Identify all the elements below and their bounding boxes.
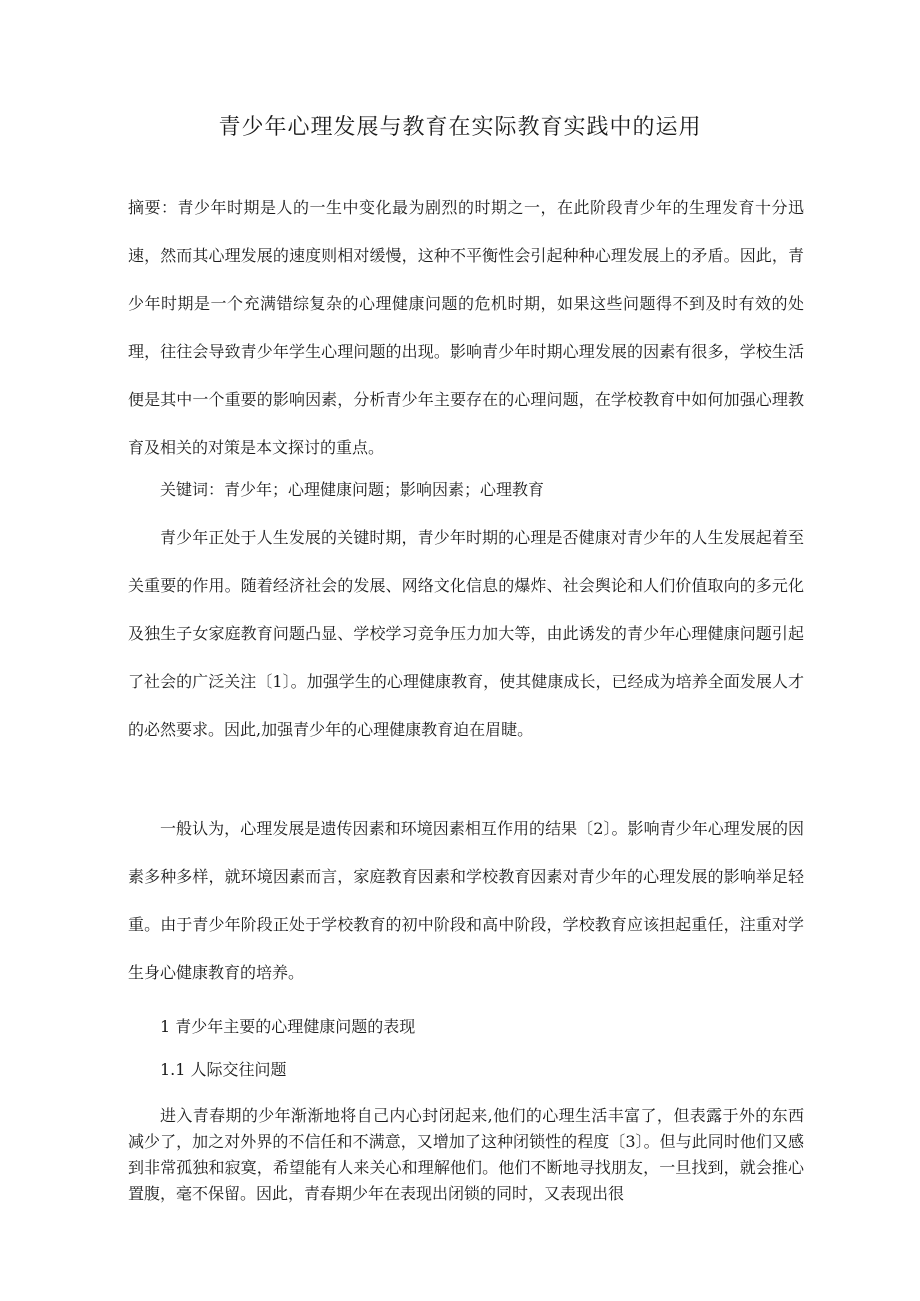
keywords-line: 关键词：青少年；心理健康问题；影响因素；心理教育 bbox=[160, 480, 545, 499]
body-paragraph: 进入青春期的少年渐渐地将自己内心封闭起来,他们的心理生活丰富了，但表露于外的东西减少了，加之对外界的不信任和不满意，又增加了这种闭锁性的程度〔3〕。但与此同时他们又感到非常孤独和寂寞，希望能有人来关心和理解他们。他们不断地寻找朋友，一旦找到，就会推心置腹，毫不保留。因此，青春期少年在表现出闭锁的同时，又表现出很 bbox=[128, 1106, 804, 1203]
intro-paragraph: 青少年正处于人生发展的关键时期，青少年时期的心理是否健康对青少年的人生发展起着至关重要的作用。随着经济社会的发展、网络文化信息的爆炸、社会舆论和人们价值取向的多元化及独生子女家庭教育问题凸显、学校学习竞争压力加大等，由此诱发的青少年心理健康问题引起了社会的广泛关注〔1〕。加强学生的心理健康教育，使其健康成长，已经成为培养全面发展人才的必然要求。因此,加强青少年的心理健康教育迫在眉睫。 bbox=[128, 528, 804, 739]
subsection-heading: 1.1 人际交往问题 bbox=[160, 1060, 287, 1079]
section-heading: 1 青少年主要的心理健康问题的表现 bbox=[160, 1017, 416, 1036]
factors-paragraph: 一般认为，心理发展是遗传因素和环境因素相互作用的结果〔2〕。影响青少年心理发展的因素多种多样，就环境因素而言，家庭教育因素和学校教育因素对青少年的心理发展的影响举足轻重。由于青少年阶段正处于学校教育的初中阶段和高中阶段，学校教育应该担起重任，注重对学生身心健康教育的培养。 bbox=[128, 819, 804, 982]
abstract-paragraph: 摘要：青少年时期是人的一生中变化最为剧烈的时期之一，在此阶段青少年的生理发育十分迅速，然而其心理发展的速度则相对缓慢，这种不平衡性会引起种种心理发展上的矛盾。因此，青少年时期是一个充满错综复杂的心理健康问题的危机时期，如果这些问题得不到及时有效的处理，往往会导致青少年学生心理问题的出现。影响青少年时期心理发展的因素有很多，学校生活便是其中一个重要的影响因素，分析青少年主要存在的心理问题，在学校教育中如何加强心理教育及相关的对策是本文探讨的重点。 bbox=[128, 198, 804, 457]
document-title: 青少年心理发展与教育在实际教育实践中的运用 bbox=[218, 115, 702, 140]
